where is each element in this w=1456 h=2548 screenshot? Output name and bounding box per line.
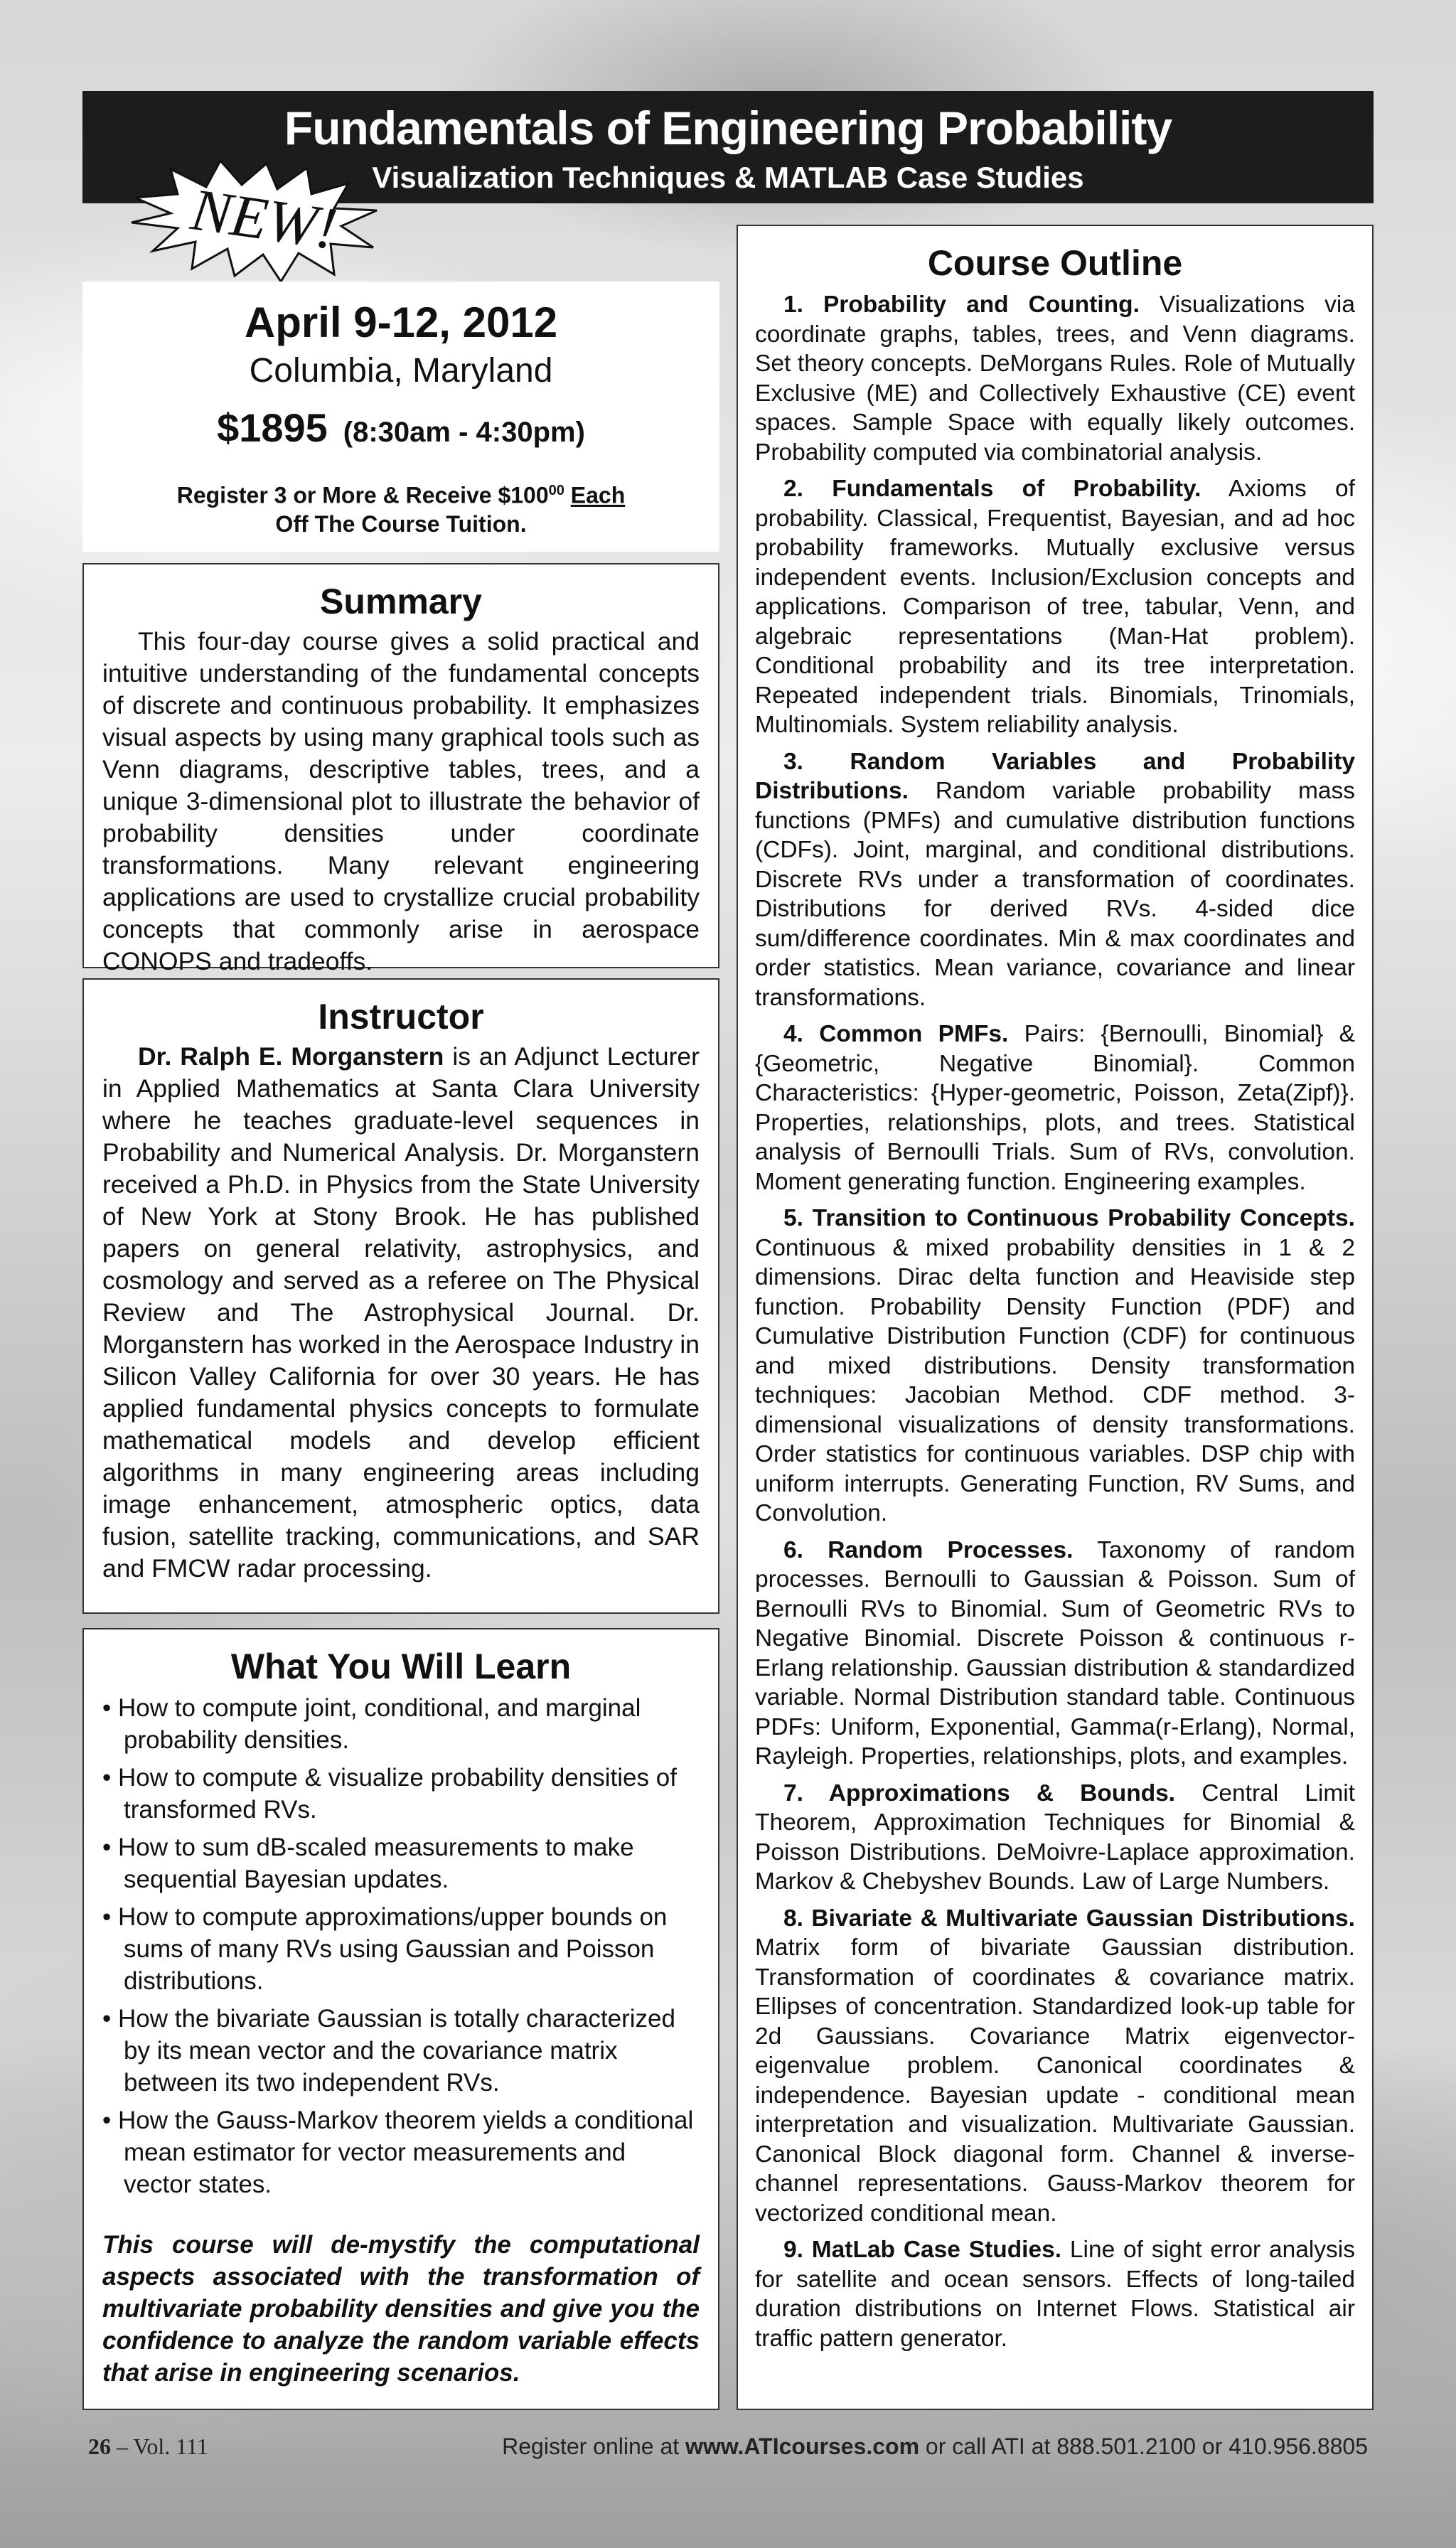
outline-item: [755, 1779, 1355, 1897]
page-number: [88, 2429, 208, 2464]
list-item: • How the Gauss-Markov theorem yields a conditional mean estimator for vector measurements and vector states.: [102, 2107, 694, 2198]
instructor-bio: [102, 1041, 700, 1585]
new-starburst-icon: [121, 155, 405, 290]
new-badge-text: NEW!: [187, 176, 341, 262]
learn-list: [102, 1692, 700, 2200]
website-link[interactable]: www.ATIcourses.com: [685, 2434, 920, 2459]
outline-item: [755, 2235, 1355, 2353]
outline-item-title: 1. Probability and Counting.: [783, 291, 1140, 318]
outline-item-text: Axioms of probability. Classical, Frequentist, Bayesian, and ad hoc probability frameworks. Mutually exclusive versus independent events. Inclusion/Exclusion concepts and applications. Comparison of tree, tabular, Venn, and algebraic representations (Man-Hat problem). Conditional probability and its tree interpretation. Repeated independent trials. Binomials, Trinomials, Multinomials. System reliability analysis.: [755, 476, 1355, 738]
outline-item-title: 8. Bivariate & Multivariate Gaussian Distributions.: [783, 1905, 1355, 1932]
register-text: Register online at: [502, 2434, 686, 2459]
outline-item: [755, 290, 1355, 467]
summary-section: [82, 563, 719, 975]
page-footer: [88, 2429, 1368, 2464]
outline-item-text: Central Limit Theorem, Approximation Techniques for Binomial & Poisson Distributions. DeMoivre-Laplace approximation. Markov & Chebyshev Bounds. Law of Large Numbers.: [755, 1779, 1355, 1895]
outline-item-title: 6. Random Processes.: [783, 1536, 1074, 1563]
list-item: • How to compute approximations/upper bounds on sums of many RVs using Gaussian and Poisson distributions.: [102, 1903, 668, 1995]
list-item: • How to sum dB-scaled measurements to make sequential Bayesian updates.: [102, 1834, 634, 1893]
outline-item-text: Pairs: {Bernoulli, Binomial} & {Geometric, Negative Binomial}. Common Characteristics: {Hyper-geometric, Poisson, Zeta(Zipf)}. Properties, relationships, plots, and trees. Statistical analysis of Bernoulli Trials. Sum of RVs, convolution. Moment generating function. Engineering examples.: [755, 1021, 1355, 1195]
outline-heading: Course Outline: [927, 243, 1183, 283]
event-price: [82, 398, 719, 462]
event-info-box: [82, 282, 719, 552]
volume-label: – Vol. 111: [111, 2434, 208, 2459]
outline-item-title: 2. Fundamentals of Probability.: [783, 476, 1201, 502]
outline-item-title: 5. Transition to Continuous Probability Concepts.: [783, 1205, 1355, 1231]
page-num: 26: [88, 2434, 111, 2459]
discount-text-2: Off The Course Tuition.: [275, 510, 527, 537]
course-subtitle: Visualization Techniques & MATLAB Case Studies: [372, 161, 1084, 194]
outline-item-text: Continuous & mixed probability densities in 1 & 2 dimensions. Dirac delta function and Heaviside step function. Probability Density Function (PDF) and Cumulative Distribution Function (CDF) for continuous and mixed distributions. Density transformation techniques: Jacobian Method. CDF method. 3-dimensional visualizations of density transformations. Order statistics for continuous variables. DSP chip with uniform interrupts. Generating Function, RV Sums, and Convolution.: [755, 1234, 1355, 1526]
summary-heading: Summary: [320, 582, 482, 621]
instructor-heading: Instructor: [318, 997, 484, 1037]
outline-item-text: Visualizations via coordinate graphs, tables, trees, and Venn diagrams. Set theory concepts. DeMorgans Rules. Role of Mutually Exclusive (ME) and Collectively Exhaustive (CE) event spaces. Sample Space with equally likely outcomes. Probability computed via combinatorial analysis.: [755, 291, 1355, 466]
summary-text: This four-day course gives a solid practical and intuitive understanding of the fundamental concepts of discrete and continuous probability. It emphasizes visual aspects by using many graphical tools such as Venn diagrams, descriptive tables, trees, and a unique 3-dimensional plot to illustrate the behavior of probability densities under coordinate transformations. Many relevant engineering applications are used to crystallize crucial probability concepts that commonly arise in aerospace CONOPS and tradeoffs.: [102, 627, 700, 975]
event-date: April 9-12, 2012: [244, 299, 558, 346]
outline-item-text: Taxonomy of random processes. Bernoulli to Gaussian & Poisson. Sum of Bernoulli RVs to Binomial. Sum of Geometric RVs to Negative Binomial. Discrete Poisson & continuous r-Erlang relationship. Gaussian distribution & standardized variable. Normal Distribution standard table. Continuous PDFs: Uniform, Exponential, Gamma(r-Erlang), Normal, Rayleigh. Properties, relationships, plots, and examples.: [755, 1536, 1355, 1770]
outline-item-text: Random variable probability mass functions (PMFs) and cumulative distribution functions (CDFs). Joint, marginal, and conditional distributions. Discrete RVs under a transformation of coordinates. Distributions for derived RVs. 4-sided dice sum/difference coordinates. Min & max coordinates and order statistics. Mean variance, covariance and linear transformations.: [755, 778, 1355, 1011]
list-item: • How to compute & visualize probability densities of transformed RVs.: [102, 1764, 677, 1824]
outline-item-title: 4. Common PMFs.: [783, 1021, 1009, 1047]
course-title: Fundamentals of Engineering Probability: [284, 102, 1172, 154]
outline-item: [755, 1019, 1355, 1197]
instructor-text: is an Adjunct Lecturer in Applied Mathematics at Santa Clara University where he teaches graduate-level sequences in Probability and Numerical Analysis. Dr. Morganstern received a Ph.D. in Physics from the State University of New York at Stony Brook. He has published papers on general relativity, astrophysics, and cosmology and served as a referee on The Physical Review and The Astrophysical Journal. Dr. Morganstern has worked in the Aerospace Industry in Silicon Valley California for over 30 years. He has applied fundamental physics concepts to formulate mathematical models and develop efficient algorithms in many engineering areas including image enhancement, atmospheric optics, data fusion, satellite tracking, communications, and SAR and FMCW radar processing.: [102, 1042, 700, 1583]
discount-each: Each: [570, 482, 626, 508]
outline-item: [755, 1204, 1355, 1529]
group-discount-note: [82, 476, 719, 538]
learn-closing: This course will de-mystify the computational aspects associated with the transformation of multivariate probability densities and give you the confidence to analyze the random variable effects that arise in engineering scenarios.: [102, 2231, 700, 2387]
outline-item-title: 3. Random Variables and Probability Distributions.: [755, 748, 1355, 804]
event-hours: (8:30am - 4:30pm): [343, 417, 585, 448]
list-item: • How to compute joint, conditional, and marginal probability densities.: [102, 1694, 641, 1754]
price-value: $1895: [217, 405, 328, 450]
list-item: • How the bivariate Gaussian is totally characterized by its mean vector and the covariance matrix between its two independent RVs.: [102, 2005, 675, 2097]
outline-item-text: Matrix form of bivariate Gaussian distribution. Transformation of coordinates & covariance matrix. Ellipses of concentration. Standardized look-up table for 2d Gaussians. Covariance Matrix eigenvector-eigenvalue problem. Canonical coordinates & independence. Bayesian update - conditional mean interpretation and visualization. Multivariate Gaussian. Canonical Block diagonal form. Channel & inverse-channel representations. Gauss-Markov theorem for vectorized conditional mean.: [755, 1934, 1355, 2227]
phone-text: or call ATI at 888.501.2100 or 410.956.8805: [919, 2434, 1368, 2459]
outline-section: [737, 225, 1374, 2410]
outline-item: [755, 747, 1355, 1013]
learn-section: [82, 1628, 719, 2410]
outline-item-title: 9. MatLab Case Studies.: [783, 2237, 1062, 2263]
learn-heading: What You Will Learn: [230, 1647, 572, 1686]
outline-item-title: 7. Approximations & Bounds.: [783, 1779, 1176, 1806]
outline-item: [755, 474, 1355, 740]
discount-text: Register 3 or More & Receive $100: [176, 482, 549, 508]
outline-item-text: Line of sight error analysis for satellite and ocean sensors. Effects of long-tailed duration distributions on Internet Flows. Statistical air traffic pattern generator.: [755, 2237, 1355, 2352]
register-line: [502, 2429, 1368, 2464]
instructor-section: [82, 978, 719, 1614]
outline-item: [755, 1904, 1355, 2229]
event-location: Columbia, Maryland: [249, 352, 553, 390]
instructor-name: Dr. Ralph E. Morganstern: [138, 1042, 444, 1071]
discount-cents: 00: [548, 483, 564, 498]
outline-item: [755, 1536, 1355, 1772]
